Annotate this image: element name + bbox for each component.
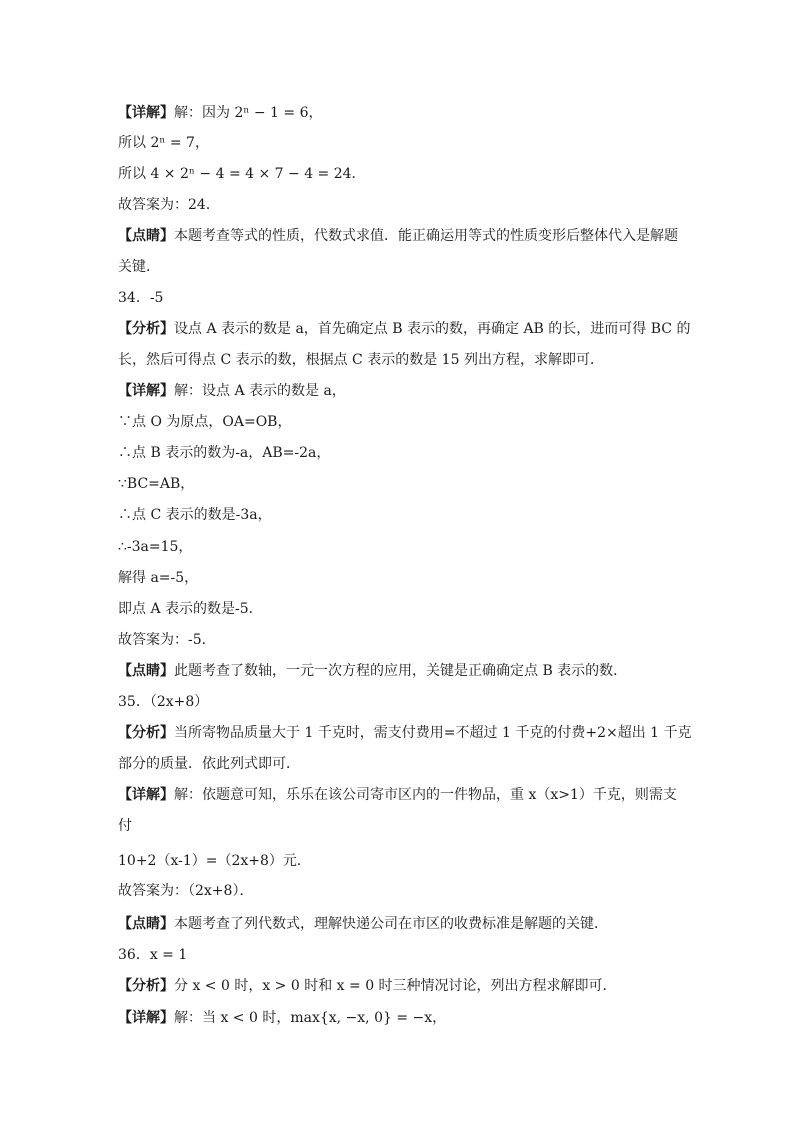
section-tag: 【详解】 <box>118 105 174 121</box>
text-line-12 <box>118 443 694 463</box>
line-text: ∴点 C 表示的数是-3a， <box>118 507 272 523</box>
text-line-13 <box>118 474 694 494</box>
text-line-29 <box>118 976 694 996</box>
text-line-7 <box>118 288 694 308</box>
line-text: 长，然后可得点 C 表示的数，根据点 C 表示的数是 15 列出方程，求解即可． <box>118 352 604 368</box>
text-line-20 <box>118 692 694 712</box>
text-line-25 <box>118 851 694 871</box>
line-text: ∵BC=AB， <box>118 476 195 492</box>
line-text: 解：因为 2ⁿ − 1 = 6， <box>174 105 323 121</box>
line-text: 所以 4 × 2ⁿ − 4 = 4 × 7 − 4 = 24． <box>118 166 366 182</box>
line-text: 付 <box>118 818 132 834</box>
text-line-16 <box>118 568 694 588</box>
line-text: 解：当 x < 0 时，max{x, −x, 0} = −x， <box>174 1010 447 1026</box>
line-text: ∵点 O 为原点，OA=OB， <box>118 414 292 430</box>
section-tag: 【分析】 <box>118 321 174 337</box>
line-text: ∴点 B 表示的数为-a，AB=-2a， <box>118 445 331 461</box>
text-line-24 <box>118 816 694 836</box>
line-text: 故答案为：-5． <box>118 632 216 648</box>
text-line-1 <box>118 103 694 123</box>
line-text: 此题考查了数轴，一元一次方程的应用，关键是正确确定点 B 表示的数． <box>174 663 628 679</box>
text-line-28 <box>118 945 694 965</box>
section-tag: 【分析】 <box>118 725 174 741</box>
line-text: 故答案为：24． <box>118 197 220 213</box>
section-tag: 【点睛】 <box>118 228 174 244</box>
section-tag: 【点睛】 <box>118 663 174 679</box>
line-text: 35．（2x+8） <box>118 694 209 710</box>
line-text: 关键． <box>118 259 160 275</box>
line-text: 分 x < 0 时，x > 0 时和 x = 0 时三种情况讨论，列出方程求解即可． <box>174 978 617 994</box>
line-text: 36．x = 1 <box>118 947 188 963</box>
text-line-9 <box>118 350 694 370</box>
text-line-4 <box>118 195 694 215</box>
text-line-8 <box>118 319 694 339</box>
section-tag: 【详解】 <box>118 787 174 803</box>
text-line-30 <box>118 1008 694 1028</box>
text-line-3 <box>118 164 694 184</box>
text-line-17 <box>118 599 694 619</box>
line-text: 本题考查了列代数式，理解快递公司在市区的收费标准是解题的关键． <box>174 916 608 932</box>
text-line-15 <box>118 537 694 557</box>
text-line-27 <box>118 914 694 934</box>
text-line-2 <box>118 133 694 153</box>
text-line-10 <box>118 381 694 401</box>
line-text: 故答案为：（2x+8）． <box>118 883 254 899</box>
line-text: ∴-3a=15， <box>118 539 193 555</box>
text-line-6 <box>118 257 694 277</box>
section-tag: 【点睛】 <box>118 916 174 932</box>
section-tag: 【详解】 <box>118 1010 174 1026</box>
text-line-11 <box>118 412 694 432</box>
line-text: 解：设点 A 表示的数是 a， <box>174 383 346 399</box>
line-text: 当所寄物品质量大于 1 千克时，需支付费用=不超过 1 千克的付费+2×超出 1 千克 <box>174 725 692 741</box>
line-text: 所以 2ⁿ = 7， <box>118 135 209 151</box>
text-line-5 <box>118 226 694 246</box>
text-line-23 <box>118 785 694 805</box>
line-text: 10+2（x-1）=（2x+8）元． <box>118 853 311 869</box>
text-line-14 <box>118 505 694 525</box>
line-text: 解得 a=-5， <box>118 570 199 586</box>
line-text: 本题考查等式的性质，代数式求值．能正确运用等式的性质变形后整体代入是解题 <box>174 228 678 244</box>
text-line-22 <box>118 754 694 774</box>
line-text: 34．-5 <box>118 290 164 306</box>
line-text: 部分的质量．依此列式即可． <box>118 756 300 772</box>
line-text: 即点 A 表示的数是-5． <box>118 601 263 617</box>
line-text: 设点 A 表示的数是 a，首先确定点 B 表示的数，再确定 AB 的长，进而可得 BC 的 <box>174 321 691 337</box>
line-text: 解：依题意可知，乐乐在该公司寄市区内的一件物品，重 x（x>1）千克，则需支 <box>174 787 677 803</box>
text-line-18 <box>118 630 694 650</box>
text-line-19 <box>118 661 694 681</box>
text-line-21 <box>118 723 694 743</box>
section-tag: 【详解】 <box>118 383 174 399</box>
text-line-26 <box>118 881 694 901</box>
section-tag: 【分析】 <box>118 978 174 994</box>
